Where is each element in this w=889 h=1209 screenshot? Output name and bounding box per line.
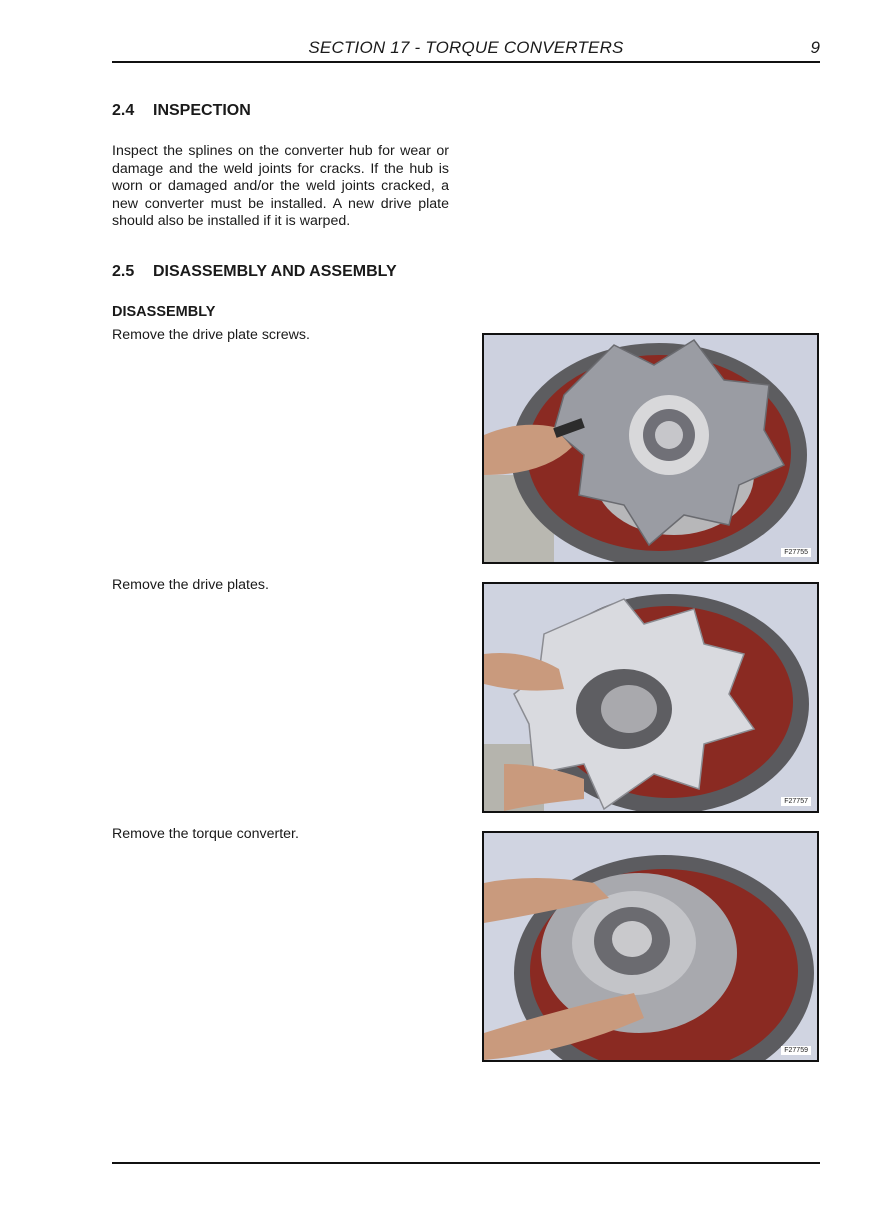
photo-drive-plates — [484, 584, 817, 811]
inspection-paragraph: Inspect the splines on the converter hub for wear or damage and the weld joints for cracks. If the hub is worn or damaged and/or the weld joints cracked, a new converter must be installed. A new drive plate should also be installed if it is warped. — [112, 143, 449, 230]
inspection-number: 2.4 — [112, 102, 135, 119]
header-divider — [112, 61, 820, 63]
disassembly-assembly-title: DISASSEMBLY AND ASSEMBLY — [153, 263, 397, 280]
inspection-title: INSPECTION — [153, 102, 251, 119]
figure-code-3: F27759 — [781, 1046, 811, 1055]
figure-drive-plates — [482, 582, 819, 813]
photo-torque-converter — [484, 833, 817, 1060]
figure-drive-plate-screws — [482, 333, 819, 564]
disassembly-assembly-number: 2.5 — [112, 263, 135, 280]
section-title: SECTION 17 - TORQUE CONVERTERS — [308, 38, 624, 57]
page-number: 9 — [810, 38, 820, 57]
figure-code-2: F27757 — [781, 797, 811, 806]
step-1-text: Remove the drive plate screws. — [112, 327, 310, 343]
figure-code-1: F27755 — [781, 548, 811, 557]
disassembly-assembly-heading — [112, 263, 397, 281]
step-2-text: Remove the drive plates. — [112, 577, 269, 593]
figure-torque-converter — [482, 831, 819, 1062]
photo-drive-plate-screws — [484, 335, 817, 562]
inspection-heading — [112, 102, 251, 120]
footer-divider — [112, 1162, 820, 1164]
step-3-text: Remove the torque converter. — [112, 826, 299, 842]
disassembly-subheading: DISASSEMBLY — [112, 304, 216, 320]
